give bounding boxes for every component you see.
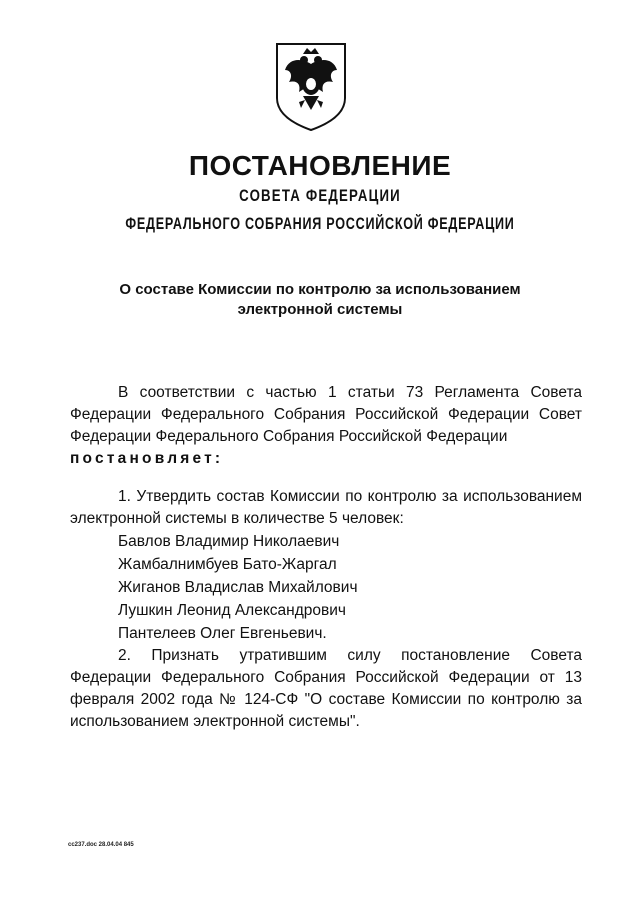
item-2-paragraph: 2. Признать утратившим силу постановление Совета Федерации Федерального Собрания Российской Федерации от 13 февраля 2002 года № 124-СФ "О составе Комиссии по контролю за использованием электронной системы".	[70, 647, 582, 730]
document-type: ПОСТАНОВЛЕНИЕ	[188, 150, 452, 181]
subject-line-1: О составе Комиссии по контролю за использованием	[119, 281, 521, 298]
preamble-text: В соответствии с частью 1 статьи 73 Регламента Совета Федерации Федерального Собрания Российской Федерации Совет Федерации Федерального Собрания Российской Федерации	[70, 384, 582, 445]
file-stamp: cc237.doc 28.04.04 845	[68, 842, 134, 848]
preamble-paragraph	[70, 382, 582, 448]
subject-line-2: электронной системы	[237, 301, 403, 318]
document-subject	[0, 280, 640, 320]
member-item: Жиганов Владислав Михайлович	[118, 579, 358, 596]
spacer	[70, 470, 582, 486]
item-1-paragraph: 1. Утвердить состав Комиссии по контролю за использованием электронной системы в количестве 5 человек:	[70, 488, 582, 527]
member-item: Жамбалнимбуев Бато-Жаргал	[118, 556, 337, 573]
coat-of-arms-icon	[271, 40, 351, 132]
issuer-line-1: СОВЕТА ФЕДЕРАЦИИ	[239, 186, 401, 205]
issuer-line-2: ФЕДЕРАЛЬНОГО СОБРАНИЯ РОССИЙСКОЙ ФЕДЕРАЦИИ	[125, 214, 515, 233]
resolves-word	[70, 448, 582, 470]
document-body	[70, 382, 582, 733]
resolves-text: постановляет:	[70, 450, 224, 467]
member-item: Бавлов Владимир Николаевич	[118, 533, 340, 550]
member-item: Пантелеев Олег Евгеньевич.	[118, 625, 327, 642]
member-item: Лушкин Леонид Александрович	[118, 602, 346, 619]
